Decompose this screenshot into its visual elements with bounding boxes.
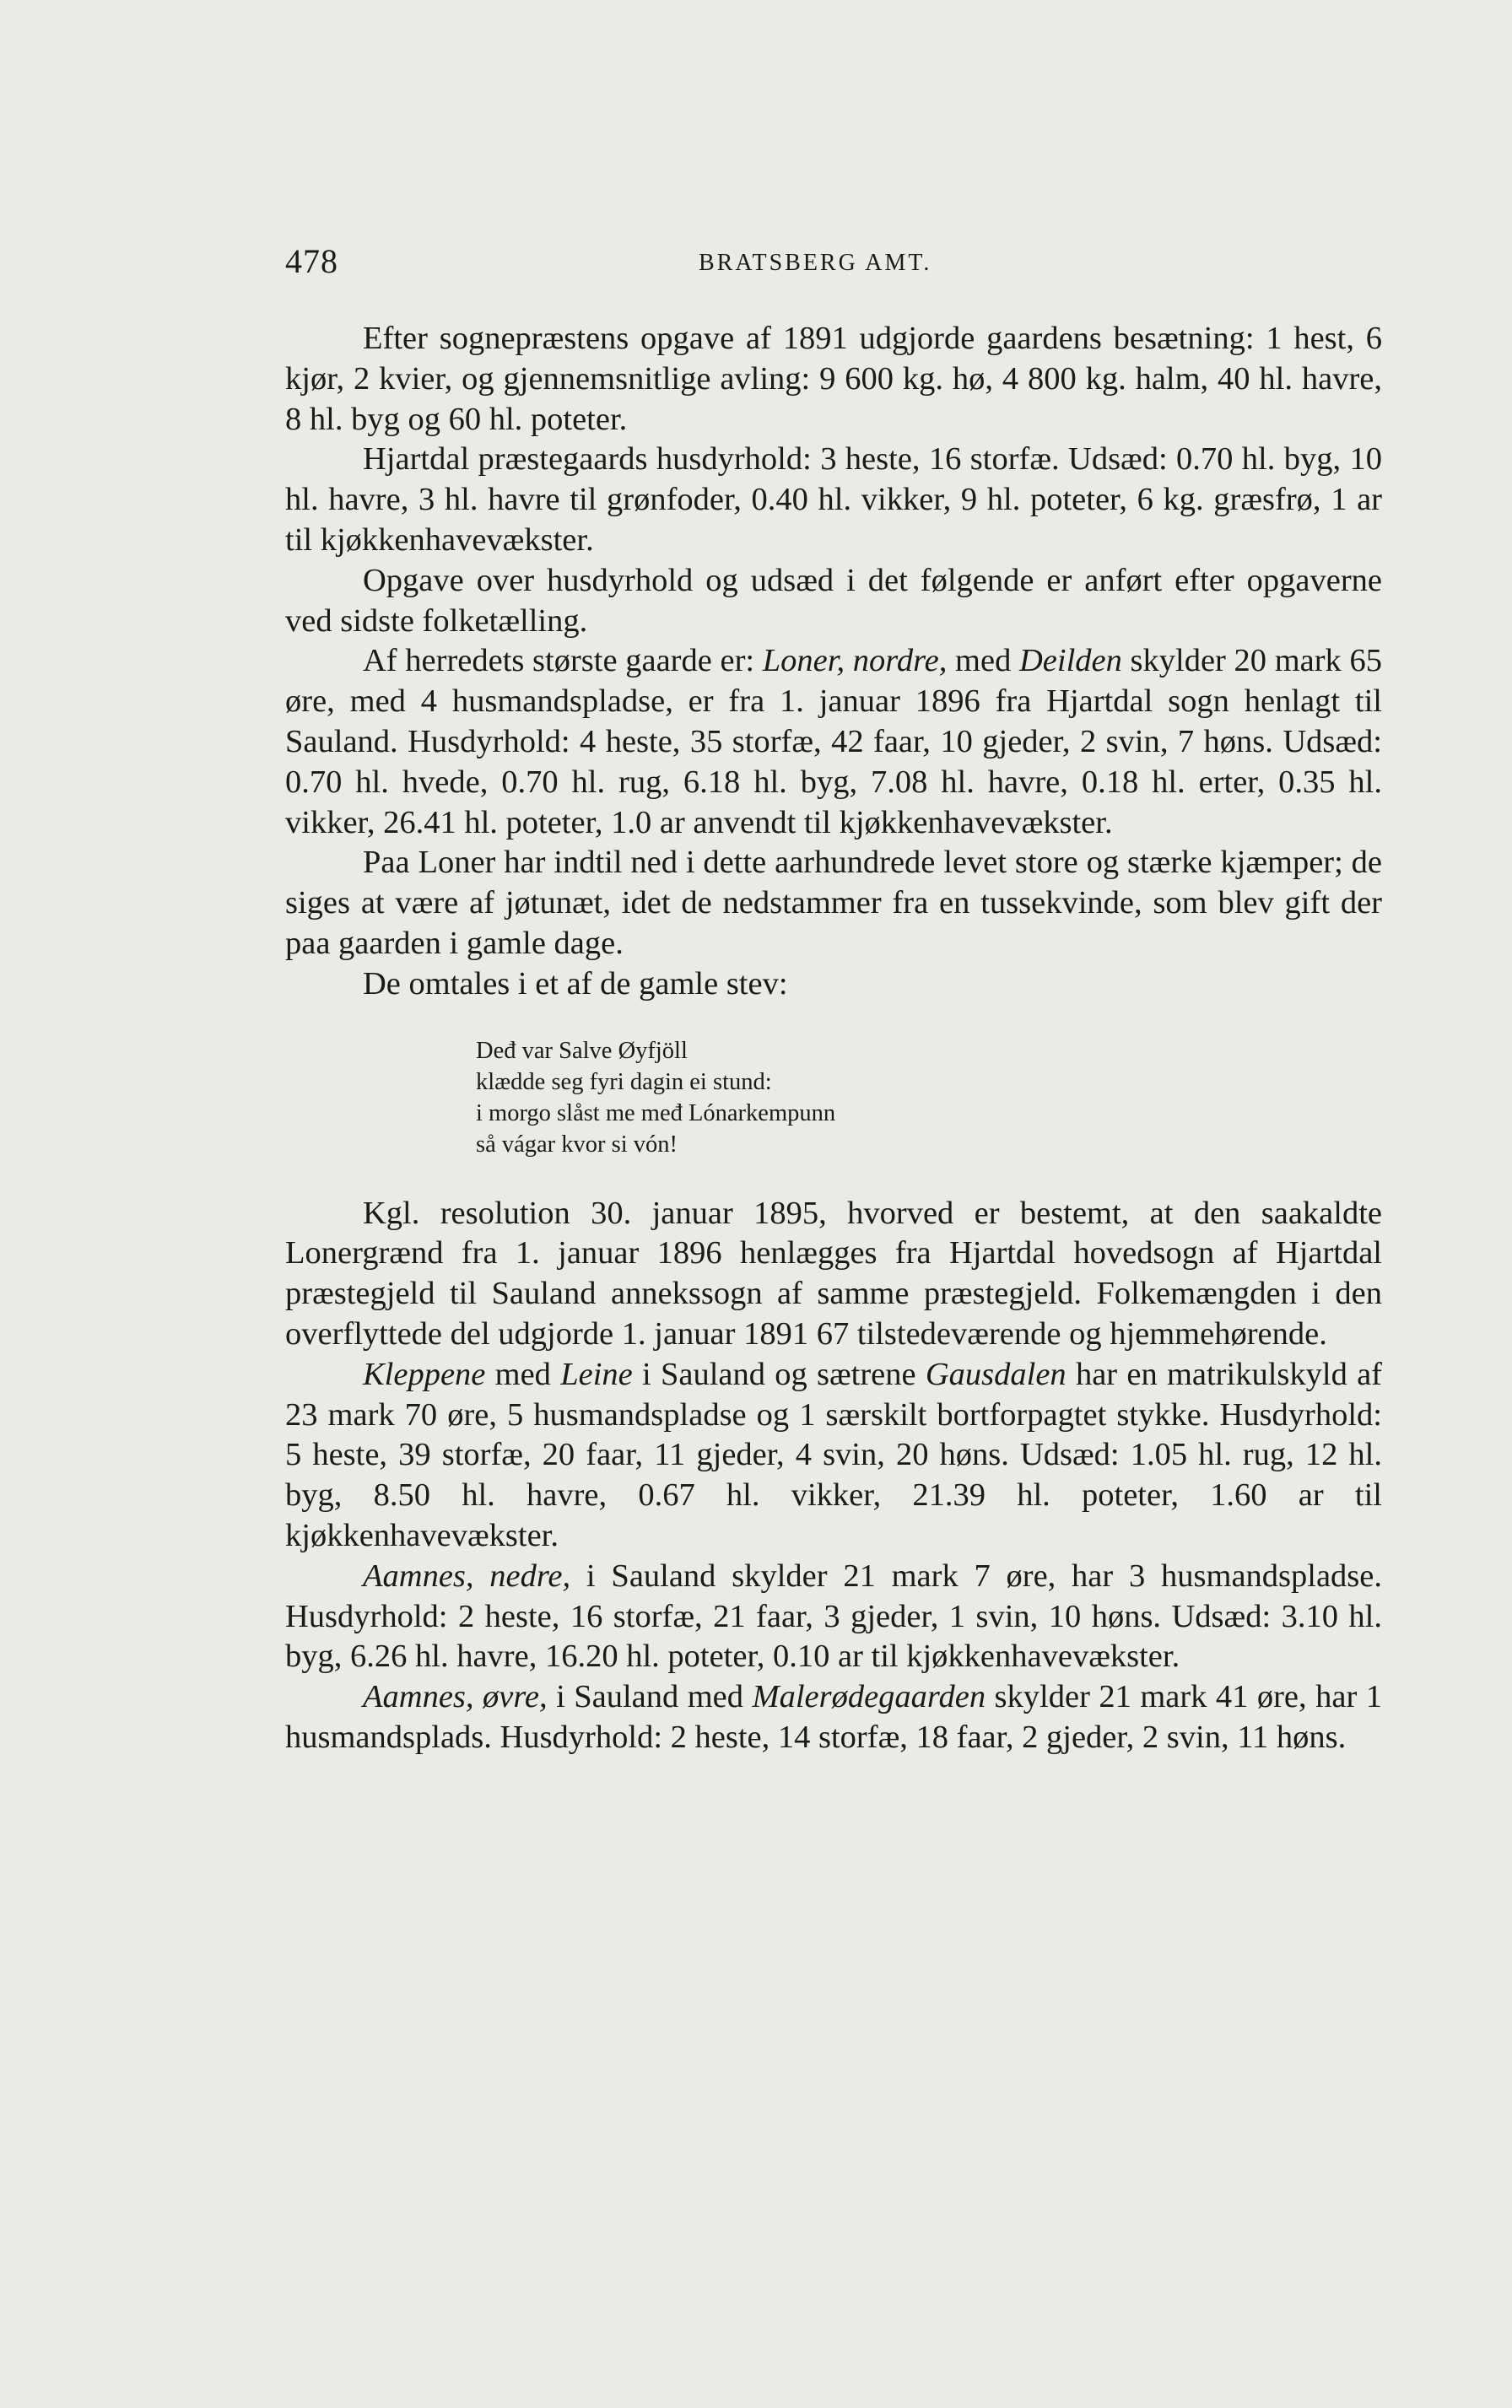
text-run: Hjartdal præstegaards husdyrhold: 3 heste, 16 storfæ. Udsæd: 0.70 hl. byg, 10 hl. havre, 3 hl. havre til grønfoder, 0.40 hl. vikker, 9 hl. poteter, 6 kg. græsfrø, 1 ar til kjøkkenhavevækster. (285, 441, 1382, 558)
paragraph (285, 964, 1382, 1005)
italic-name: Aamnes, øvre, (363, 1679, 548, 1715)
paragraph (285, 1355, 1382, 1557)
paragraphs-before-poem (285, 319, 1382, 1005)
page-header (285, 241, 1382, 283)
poem-line: Deđ var Salve Øyfjöll (476, 1037, 688, 1064)
running-title: BRATSBERG AMT. (699, 250, 932, 276)
italic-name: Deilden (1018, 643, 1122, 679)
poem-line: i morgo slåst me međ Lónarkempunn (476, 1099, 836, 1126)
text-run: med (485, 1356, 561, 1392)
paragraph (285, 1194, 1382, 1355)
body-text (285, 319, 1382, 1758)
text-run: skylder 21 mark 41 øre, har 1 husmandsplads. Husdyrhold: 2 heste, 14 storfæ, 18 faar, 2 gjeder, 2 svin, 11 høns. (285, 1679, 1382, 1755)
italic-name: Kleppene (363, 1356, 486, 1392)
paragraph (285, 843, 1382, 964)
italic-name: Malerødegaarden (752, 1679, 986, 1715)
paragraph (285, 1557, 1382, 1677)
italic-name: Gausdalen (925, 1356, 1066, 1392)
poem-stev (476, 1035, 1382, 1160)
italic-name: Leine (560, 1356, 633, 1392)
text-run: Opgave over husdyrhold og udsæd i det følgende er anført efter opgaverne ved sidste folketælling. (285, 562, 1382, 639)
paragraphs-after-poem (285, 1194, 1382, 1758)
paragraph (285, 319, 1382, 440)
text-run: Efter sognepræstens opgave af 1891 udgjorde gaardens besætning: 1 hest, 6 kjør, 2 kvier, og gjennemsnitlige avling: 9 600 kg. hø, 4 800 kg. halm, 40 hl. havre, 8 hl. byg og 60 hl. poteter. (285, 321, 1382, 437)
text-run: Kgl. resolution 30. januar 1895, hvorved er bestemt, at den saakaldte Lonergrænd fra 1. januar 1896 henlægges fra Hjartdal hovedsogn af Hjartdal præstegjeld til Sauland annekssogn af samme præstegjeld. Folkemængden i den overflyttede del udgjorde 1. januar 1891 67 tilstedeværende og hjemmehørende. (285, 1195, 1382, 1352)
paragraph (285, 561, 1382, 642)
text-run: Af herredets største gaarde er: (363, 643, 763, 679)
italic-name: Aamnes, nedre, (363, 1558, 571, 1594)
paragraph (285, 641, 1382, 843)
italic-name: Loner, nordre, (762, 643, 948, 679)
text-run: skylder 20 mark 65 øre, med 4 husmandspladse, er fra 1. januar 1896 fra Hjartdal sogn henlagt til Sauland. Husdyrhold: 4 heste, 35 storfæ, 42 faar, 10 gjeder, 2 svin, 7 høns. Udsæd: 0.70 hl. hvede, 0.70 hl. rug, 6.18 hl. byg, 7.08 hl. havre, 0.18 hl. erter, 0.35 hl. vikker, 26.41 hl. poteter, 1.0 ar anvendt til kjøkkenhavevækster. (285, 643, 1382, 840)
text-run: Paa Loner har indtil ned i dette aarhundrede levet store og stærke kjæmper; de siges at være af jøtunæt, idet de nedstammer fra en tussekvinde, som blev gift der paa gaarden i gamle dage. (285, 845, 1382, 961)
page-number: 478 (285, 242, 338, 280)
text-run: De omtales i et af de gamle stev: (363, 965, 788, 1002)
text-run: har en matrikulskyld af 23 mark 70 øre, 5 husmandspladse og 1 særskilt bortforpagtet stykke. Husdyrhold: 5 heste, 39 storfæ, 20 faar, 11 gjeder, 4 svin, 20 høns. Udsæd: 1.05 hl. rug, 12 hl. byg, 8.50 hl. havre, 0.67 hl. vikker, 21.39 hl. poteter, 1.60 ar til kjøkkenhavevækster. (285, 1356, 1382, 1553)
text-run: med (947, 643, 1019, 679)
poem-line: klædde seg fyri dagin ei stund: (476, 1068, 772, 1095)
poem-line: så vágar kvor si vón! (476, 1131, 678, 1158)
text-run: i Sauland skylder 21 mark 7 øre, har 3 husmandspladse. Husdyrhold: 2 heste, 16 storfæ, 21 faar, 3 gjeder, 1 svin, 10 høns. Udsæd: 3.10 hl. byg, 6.26 hl. havre, 16.20 hl. poteter, 0.10 ar til kjøkkenhavevækster. (285, 1558, 1382, 1675)
text-run: i Sauland og sætrene (632, 1356, 926, 1392)
text-run: i Sauland med (547, 1679, 753, 1715)
paragraph (285, 440, 1382, 560)
paragraph (285, 1677, 1382, 1758)
